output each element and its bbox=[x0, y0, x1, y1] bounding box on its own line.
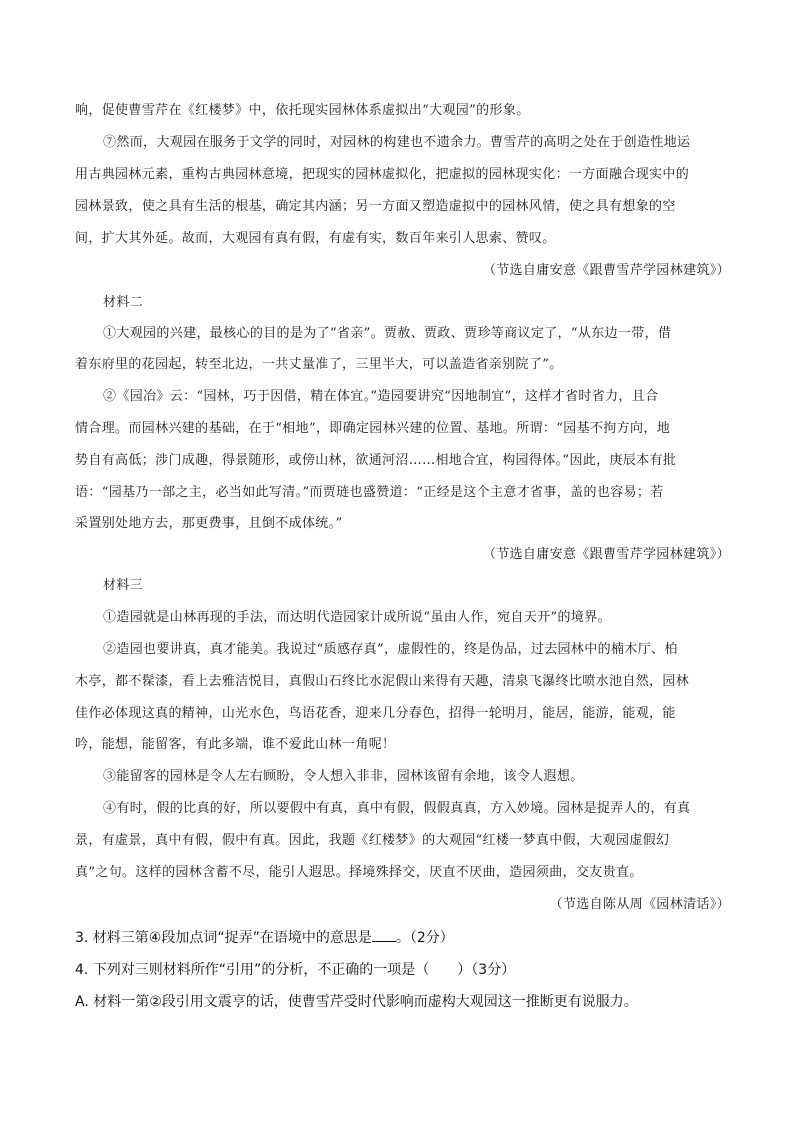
paragraph-line: ⑦然而，大观园在服务于文学的同时，对园林的构建也不遗余力。曹雪芹的高明之处在于创造性地运 bbox=[103, 135, 691, 150]
answer-blank[interactable] bbox=[372, 929, 396, 942]
paragraph-line: ④有时，假的比真的好，所以要假中有真，真中有假，假假真真，方入妙境。园林是捉弄人的，有真 bbox=[103, 801, 691, 816]
paragraph-line: 情合理。而园林兴建的基础，在于“相地”，即确定园林兴建的位置、基地。所谓：“园基不拘方向，地 bbox=[75, 421, 671, 436]
source-citation: （节选自陈从周《园林清话》） bbox=[549, 897, 730, 912]
paragraph-line: 真”之句。这样的园林含蓄不尽，能引人遐思。择境殊择交，厌直不厌曲，造园须曲，交友贵直。 bbox=[75, 865, 643, 880]
paragraph-line: 用古典园林元素，重构古典园林意境，把现实的园林虚拟化，把虚拟的园林现实化：一方面融合现实中的 bbox=[75, 167, 690, 182]
section-heading: 材料三 bbox=[103, 578, 144, 593]
section-heading: 材料二 bbox=[103, 295, 144, 310]
paragraph-line: 语：“园基乃一部之主，必当如此写清。”而贾琏也盛赞道：“正经是这个主意才省事，盖的也容易；若 bbox=[75, 485, 664, 500]
paragraph-line: 景，有虚景，真中有假，假中有真。因此，我题《红楼梦》的大观园“红楼一梦真中假，大观园虚假幻 bbox=[75, 833, 670, 848]
paragraph-line: 势自有高低；涉门成趣，得景随形，或傍山林，欲通河沼……相地合宜，构园得体。”因此，庚辰本有批 bbox=[75, 453, 677, 468]
paragraph-line: 木亭，都不髹漆，看上去雅洁悦目，真假山石终比水泥假山来得有天趣，清泉飞瀑终比喷水池自然，园林 bbox=[75, 674, 690, 689]
paragraph-line: 着东府里的花园起，转至北边，一共丈量准了，三里半大，可以盖造省亲别院了”。 bbox=[75, 357, 563, 372]
source-citation: （节选自庸安意《跟曹雪芹学园林建筑》） bbox=[482, 263, 730, 278]
question-3 bbox=[75, 929, 454, 947]
paragraph-line: ①大观园的兴建，最核心的目的是为了“省亲”。贾赦、贾政、贾珍等商议定了，“从东边一带，借 bbox=[103, 326, 672, 341]
paragraph-line: ②造园也要讲真，真才能美。我说过“质感存真”，虚假性的，终是伪品，过去园林中的楠木厅、柏 bbox=[103, 642, 678, 657]
source-citation: （节选自庸安意《跟曹雪芹学园林建筑》） bbox=[482, 547, 730, 562]
paragraph-line: ③能留客的园林是令人左右顾盼，令人想入非非，园林该留有余地，该令人遐想。 bbox=[103, 769, 584, 784]
question-3-text: 3. 材料三第④段加点词“捉弄”在语境中的意思是 bbox=[75, 930, 372, 946]
paragraph-line: 采置别处地方去，那更费事，且倒不成体统。” bbox=[75, 516, 343, 531]
paragraph-line: ②《园冶》云：“园林，巧于因借，精在体宜。”造园要讲究“因地制宜”，这样才省时省力，且合 bbox=[103, 389, 659, 404]
question-3-points: 。（2分） bbox=[395, 930, 454, 946]
paragraph-line: ①造园就是山林再现的手法，而达明代造园家计成所说“虽由人作，宛自天开”的境界。 bbox=[103, 610, 611, 625]
paragraph-line: 佳作必体现这真的精神，山光水色，鸟语花香，迎来几分春色，招得一轮明月，能居，能游，能观，能 bbox=[75, 706, 676, 721]
question-4: 4. 下列对三则材料所作“引用”的分析，不正确的一项是（ ）（3分） bbox=[75, 962, 516, 978]
paragraph-line: 吟，能想，能留客，有此多端，谁不爱此山林一角呢！ bbox=[75, 737, 396, 752]
option-a: A. 材料一第②段引用文震亨的话，使曹雪芹受时代影响而虚构大观园这一推断更有说服力。 bbox=[75, 994, 638, 1010]
paragraph-line: 间，扩大其外延。故而，大观园有真有假，有虚有实，数百年来引人思索、赞叹。 bbox=[75, 231, 556, 246]
paragraph-line: 园林景致，使之具有生活的根基，确定其内涵；另一方面又塑造虚拟中的园林风情，使之具有想象的空 bbox=[75, 199, 676, 214]
paragraph-line: 响，促使曹雪芹在《红楼梦》中，依托现实园林体系虚拟出“大观园”的形象。 bbox=[75, 103, 530, 118]
